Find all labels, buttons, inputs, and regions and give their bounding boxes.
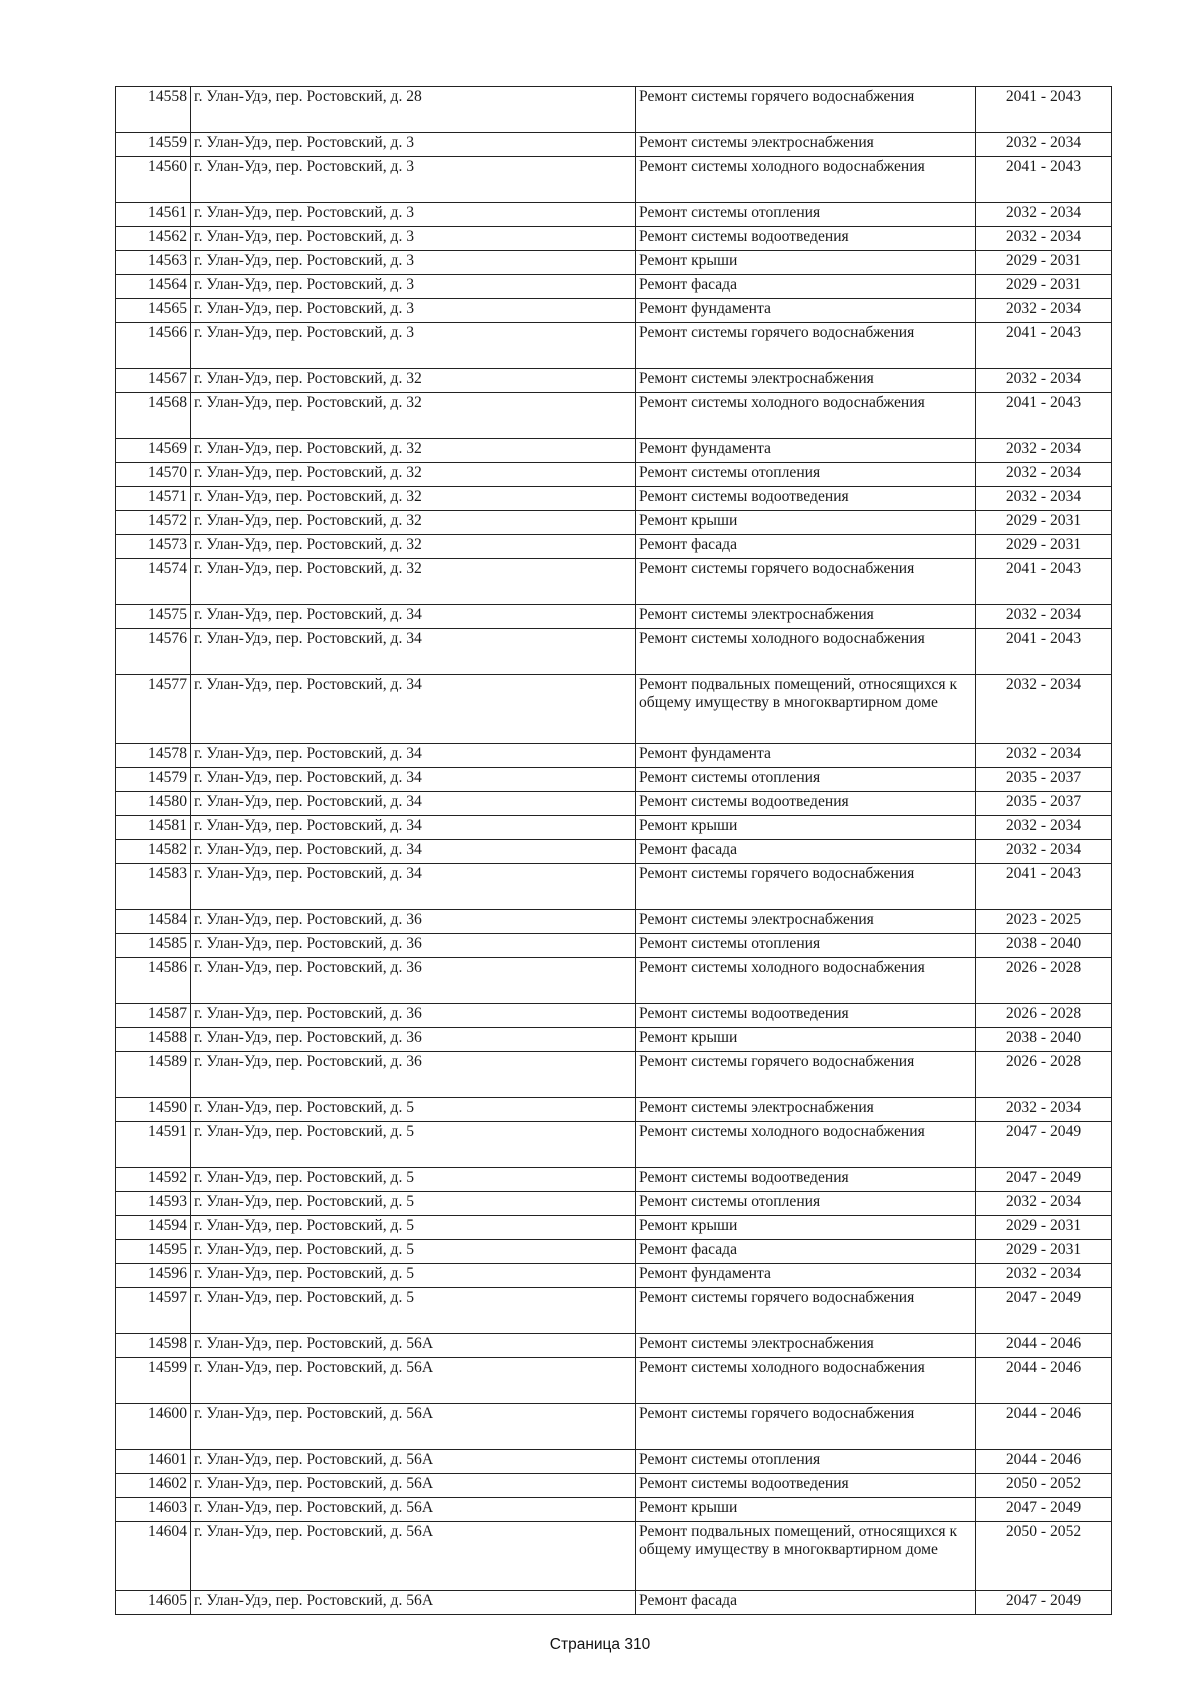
work-type-cell: Ремонт фасада [636,275,976,299]
work-type-cell: Ремонт системы холодного водоснабжения [636,629,976,675]
row-number-cell: 14569 [116,439,191,463]
table-row [116,299,1112,323]
table-row [116,251,1112,275]
period-cell: 2032 - 2034 [976,203,1112,227]
work-type-cell: Ремонт системы горячего водоснабжения [636,1052,976,1098]
address-cell: г. Улан-Удэ, пер. Ростовский, д. 5 [191,1264,636,1288]
table-row [116,535,1112,559]
page-number: Страница 310 [549,1636,651,1653]
period-cell: 2047 - 2049 [976,1122,1112,1168]
period-cell: 2032 - 2034 [976,463,1112,487]
work-type-cell: Ремонт системы водоотведения [636,227,976,251]
address-cell: г. Улан-Удэ, пер. Ростовский, д. 5 [191,1288,636,1334]
address-cell: г. Улан-Удэ, пер. Ростовский, д. 32 [191,487,636,511]
table-row [116,1192,1112,1216]
row-number-cell: 14605 [116,1591,191,1615]
table-row [116,393,1112,439]
row-number-cell: 14600 [116,1404,191,1450]
table-row [116,157,1112,203]
work-type-cell: Ремонт системы горячего водоснабжения [636,864,976,910]
address-cell: г. Улан-Удэ, пер. Ростовский, д. 36 [191,910,636,934]
table-row [116,1498,1112,1522]
address-cell: г. Улан-Удэ, пер. Ростовский, д. 56А [191,1591,636,1615]
row-number-cell: 14582 [116,840,191,864]
row-number-cell: 14590 [116,1098,191,1122]
work-type-cell: Ремонт системы электроснабжения [636,369,976,393]
table-row [116,511,1112,535]
table-row [116,369,1112,393]
period-cell: 2050 - 2052 [976,1474,1112,1498]
period-cell: 2041 - 2043 [976,323,1112,369]
address-cell: г. Улан-Удэ, пер. Ростовский, д. 34 [191,675,636,744]
repair-schedule-table [115,86,1112,1615]
row-number-cell: 14596 [116,1264,191,1288]
work-type-cell: Ремонт системы горячего водоснабжения [636,1288,976,1334]
row-number-cell: 14576 [116,629,191,675]
period-cell: 2044 - 2046 [976,1404,1112,1450]
work-type-cell: Ремонт системы горячего водоснабжения [636,559,976,605]
period-cell: 2041 - 2043 [976,87,1112,133]
address-cell: г. Улан-Удэ, пер. Ростовский, д. 32 [191,393,636,439]
period-cell: 2041 - 2043 [976,393,1112,439]
period-cell: 2041 - 2043 [976,864,1112,910]
row-number-cell: 14580 [116,792,191,816]
work-type-cell: Ремонт системы отопления [636,768,976,792]
period-cell: 2047 - 2049 [976,1591,1112,1615]
row-number-cell: 14586 [116,958,191,1004]
address-cell: г. Улан-Удэ, пер. Ростовский, д. 56А [191,1498,636,1522]
table-row [116,227,1112,251]
work-type-cell: Ремонт системы отопления [636,203,976,227]
work-type-cell: Ремонт системы отопления [636,1192,976,1216]
row-number-cell: 14595 [116,1240,191,1264]
table-row [116,1450,1112,1474]
row-number-cell: 14597 [116,1288,191,1334]
period-cell: 2029 - 2031 [976,275,1112,299]
period-cell: 2035 - 2037 [976,792,1112,816]
row-number-cell: 14566 [116,323,191,369]
address-cell: г. Улан-Удэ, пер. Ростовский, д. 3 [191,275,636,299]
address-cell: г. Улан-Удэ, пер. Ростовский, д. 32 [191,439,636,463]
period-cell: 2023 - 2025 [976,910,1112,934]
period-cell: 2029 - 2031 [976,251,1112,275]
table-row [116,1098,1112,1122]
row-number-cell: 14575 [116,605,191,629]
work-type-cell: Ремонт системы электроснабжения [636,133,976,157]
period-cell: 2038 - 2040 [976,934,1112,958]
period-cell: 2032 - 2034 [976,605,1112,629]
table-row [116,1522,1112,1591]
work-type-cell: Ремонт крыши [636,1216,976,1240]
work-type-cell: Ремонт фасада [636,535,976,559]
work-type-cell: Ремонт крыши [636,816,976,840]
row-number-cell: 14594 [116,1216,191,1240]
period-cell: 2026 - 2028 [976,1052,1112,1098]
work-type-cell: Ремонт системы отопления [636,1450,976,1474]
period-cell: 2044 - 2046 [976,1450,1112,1474]
address-cell: г. Улан-Удэ, пер. Ростовский, д. 36 [191,1004,636,1028]
row-number-cell: 14577 [116,675,191,744]
row-number-cell: 14588 [116,1028,191,1052]
address-cell: г. Улан-Удэ, пер. Ростовский, д. 3 [191,299,636,323]
row-number-cell: 14574 [116,559,191,605]
period-cell: 2032 - 2034 [976,227,1112,251]
table-row [116,1168,1112,1192]
address-cell: г. Улан-Удэ, пер. Ростовский, д. 32 [191,535,636,559]
table-row [116,1334,1112,1358]
period-cell: 2041 - 2043 [976,157,1112,203]
work-type-cell: Ремонт системы холодного водоснабжения [636,1358,976,1404]
table-row [116,792,1112,816]
table-row [116,1004,1112,1028]
address-cell: г. Улан-Удэ, пер. Ростовский, д. 3 [191,203,636,227]
period-cell: 2035 - 2037 [976,768,1112,792]
work-type-cell: Ремонт системы горячего водоснабжения [636,87,976,133]
work-type-cell: Ремонт фасада [636,840,976,864]
work-type-cell: Ремонт системы водоотведения [636,487,976,511]
address-cell: г. Улан-Удэ, пер. Ростовский, д. 28 [191,87,636,133]
row-number-cell: 14564 [116,275,191,299]
row-number-cell: 14604 [116,1522,191,1591]
address-cell: г. Улан-Удэ, пер. Ростовский, д. 34 [191,629,636,675]
period-cell: 2032 - 2034 [976,299,1112,323]
period-cell: 2047 - 2049 [976,1498,1112,1522]
address-cell: г. Улан-Удэ, пер. Ростовский, д. 56А [191,1358,636,1404]
row-number-cell: 14568 [116,393,191,439]
table-row [116,487,1112,511]
address-cell: г. Улан-Удэ, пер. Ростовский, д. 32 [191,511,636,535]
table-row [116,559,1112,605]
table-row [116,816,1112,840]
row-number-cell: 14583 [116,864,191,910]
address-cell: г. Улан-Удэ, пер. Ростовский, д. 3 [191,133,636,157]
address-cell: г. Улан-Удэ, пер. Ростовский, д. 32 [191,369,636,393]
work-type-cell: Ремонт системы отопления [636,463,976,487]
period-cell: 2032 - 2034 [976,439,1112,463]
table-row [116,87,1112,133]
row-number-cell: 14593 [116,1192,191,1216]
row-number-cell: 14599 [116,1358,191,1404]
address-cell: г. Улан-Удэ, пер. Ростовский, д. 34 [191,744,636,768]
row-number-cell: 14571 [116,487,191,511]
period-cell: 2047 - 2049 [976,1288,1112,1334]
period-cell: 2026 - 2028 [976,1004,1112,1028]
address-cell: г. Улан-Удэ, пер. Ростовский, д. 5 [191,1098,636,1122]
table-row [116,1052,1112,1098]
address-cell: г. Улан-Удэ, пер. Ростовский, д. 5 [191,1240,636,1264]
row-number-cell: 14559 [116,133,191,157]
period-cell: 2044 - 2046 [976,1358,1112,1404]
row-number-cell: 14563 [116,251,191,275]
period-cell: 2029 - 2031 [976,535,1112,559]
work-type-cell: Ремонт фундамента [636,439,976,463]
period-cell: 2032 - 2034 [976,369,1112,393]
table-row [116,629,1112,675]
row-number-cell: 14598 [116,1334,191,1358]
address-cell: г. Улан-Удэ, пер. Ростовский, д. 56А [191,1474,636,1498]
work-type-cell: Ремонт фундамента [636,744,976,768]
work-type-cell: Ремонт системы горячего водоснабжения [636,1404,976,1450]
table-row [116,1404,1112,1450]
period-cell: 2032 - 2034 [976,840,1112,864]
address-cell: г. Улан-Удэ, пер. Ростовский, д. 32 [191,559,636,605]
work-type-cell: Ремонт системы водоотведения [636,1474,976,1498]
table-row [116,203,1112,227]
table-row [116,1591,1112,1615]
row-number-cell: 14570 [116,463,191,487]
work-type-cell: Ремонт системы водоотведения [636,1004,976,1028]
row-number-cell: 14567 [116,369,191,393]
work-type-cell: Ремонт фундамента [636,299,976,323]
table-row [116,864,1112,910]
address-cell: г. Улан-Удэ, пер. Ростовский, д. 56А [191,1522,636,1591]
row-number-cell: 14591 [116,1122,191,1168]
row-number-cell: 14601 [116,1450,191,1474]
table-body [116,87,1112,1615]
table-row [116,1474,1112,1498]
work-type-cell: Ремонт системы водоотведения [636,1168,976,1192]
row-number-cell: 14561 [116,203,191,227]
table-row [116,605,1112,629]
work-type-cell: Ремонт фасада [636,1240,976,1264]
period-cell: 2032 - 2034 [976,1098,1112,1122]
period-cell: 2032 - 2034 [976,487,1112,511]
work-type-cell: Ремонт системы холодного водоснабжения [636,958,976,1004]
table-row [116,439,1112,463]
work-type-cell: Ремонт крыши [636,1498,976,1522]
address-cell: г. Улан-Удэ, пер. Ростовский, д. 34 [191,840,636,864]
address-cell: г. Улан-Удэ, пер. Ростовский, д. 56А [191,1404,636,1450]
address-cell: г. Улан-Удэ, пер. Ростовский, д. 5 [191,1216,636,1240]
row-number-cell: 14587 [116,1004,191,1028]
table-row [116,958,1112,1004]
row-number-cell: 14558 [116,87,191,133]
period-cell: 2026 - 2028 [976,958,1112,1004]
address-cell: г. Улан-Удэ, пер. Ростовский, д. 3 [191,157,636,203]
row-number-cell: 14589 [116,1052,191,1098]
address-cell: г. Улан-Удэ, пер. Ростовский, д. 56А [191,1450,636,1474]
row-number-cell: 14585 [116,934,191,958]
table-row [116,1264,1112,1288]
work-type-cell: Ремонт системы электроснабжения [636,605,976,629]
table-row [116,1288,1112,1334]
table-row [116,463,1112,487]
address-cell: г. Улан-Удэ, пер. Ростовский, д. 34 [191,864,636,910]
address-cell: г. Улан-Удэ, пер. Ростовский, д. 56А [191,1334,636,1358]
period-cell: 2032 - 2034 [976,1264,1112,1288]
period-cell: 2032 - 2034 [976,816,1112,840]
period-cell: 2050 - 2052 [976,1522,1112,1591]
table-row [116,1028,1112,1052]
period-cell: 2047 - 2049 [976,1168,1112,1192]
period-cell: 2038 - 2040 [976,1028,1112,1052]
row-number-cell: 14603 [116,1498,191,1522]
table-row [116,323,1112,369]
work-type-cell: Ремонт системы электроснабжения [636,910,976,934]
period-cell: 2041 - 2043 [976,559,1112,605]
period-cell: 2029 - 2031 [976,1240,1112,1264]
work-type-cell: Ремонт подвальных помещений, относящихся к общему имуществу в многоквартирном доме [636,675,976,744]
table-row [116,768,1112,792]
table-row [116,1240,1112,1264]
table-row [116,275,1112,299]
work-type-cell: Ремонт системы электроснабжения [636,1334,976,1358]
work-type-cell: Ремонт системы горячего водоснабжения [636,323,976,369]
period-cell: 2032 - 2034 [976,675,1112,744]
address-cell: г. Улан-Удэ, пер. Ростовский, д. 36 [191,934,636,958]
table-row [116,133,1112,157]
work-type-cell: Ремонт системы отопления [636,934,976,958]
address-cell: г. Улан-Удэ, пер. Ростовский, д. 5 [191,1122,636,1168]
address-cell: г. Улан-Удэ, пер. Ростовский, д. 36 [191,958,636,1004]
work-type-cell: Ремонт системы электроснабжения [636,1098,976,1122]
row-number-cell: 14565 [116,299,191,323]
row-number-cell: 14562 [116,227,191,251]
table-row [116,1216,1112,1240]
address-cell: г. Улан-Удэ, пер. Ростовский, д. 34 [191,768,636,792]
table-row [116,934,1112,958]
table-row [116,840,1112,864]
address-cell: г. Улан-Удэ, пер. Ростовский, д. 3 [191,251,636,275]
address-cell: г. Улан-Удэ, пер. Ростовский, д. 3 [191,323,636,369]
work-type-cell: Ремонт системы водоотведения [636,792,976,816]
address-cell: г. Улан-Удэ, пер. Ростовский, д. 36 [191,1052,636,1098]
period-cell: 2029 - 2031 [976,1216,1112,1240]
table-row [116,910,1112,934]
period-cell: 2044 - 2046 [976,1334,1112,1358]
address-cell: г. Улан-Удэ, пер. Ростовский, д. 34 [191,792,636,816]
work-type-cell: Ремонт системы холодного водоснабжения [636,393,976,439]
address-cell: г. Улан-Удэ, пер. Ростовский, д. 34 [191,605,636,629]
period-cell: 2032 - 2034 [976,1192,1112,1216]
row-number-cell: 14592 [116,1168,191,1192]
work-type-cell: Ремонт крыши [636,1028,976,1052]
table-row [116,675,1112,744]
period-cell: 2029 - 2031 [976,511,1112,535]
address-cell: г. Улан-Удэ, пер. Ростовский, д. 3 [191,227,636,251]
address-cell: г. Улан-Удэ, пер. Ростовский, д. 32 [191,463,636,487]
row-number-cell: 14578 [116,744,191,768]
address-cell: г. Улан-Удэ, пер. Ростовский, д. 5 [191,1168,636,1192]
work-type-cell: Ремонт крыши [636,511,976,535]
row-number-cell: 14602 [116,1474,191,1498]
table-row [116,1122,1112,1168]
work-type-cell: Ремонт системы холодного водоснабжения [636,1122,976,1168]
work-type-cell: Ремонт фундамента [636,1264,976,1288]
period-cell: 2032 - 2034 [976,744,1112,768]
work-type-cell: Ремонт фасада [636,1591,976,1615]
work-type-cell: Ремонт крыши [636,251,976,275]
row-number-cell: 14584 [116,910,191,934]
period-cell: 2032 - 2034 [976,133,1112,157]
row-number-cell: 14572 [116,511,191,535]
table-row [116,1358,1112,1404]
work-type-cell: Ремонт подвальных помещений, относящихся к общему имуществу в многоквартирном доме [636,1522,976,1591]
address-cell: г. Улан-Удэ, пер. Ростовский, д. 36 [191,1028,636,1052]
address-cell: г. Улан-Удэ, пер. Ростовский, д. 34 [191,816,636,840]
row-number-cell: 14560 [116,157,191,203]
work-type-cell: Ремонт системы холодного водоснабжения [636,157,976,203]
row-number-cell: 14573 [116,535,191,559]
row-number-cell: 14581 [116,816,191,840]
period-cell: 2041 - 2043 [976,629,1112,675]
table-row [116,744,1112,768]
row-number-cell: 14579 [116,768,191,792]
address-cell: г. Улан-Удэ, пер. Ростовский, д. 5 [191,1192,636,1216]
